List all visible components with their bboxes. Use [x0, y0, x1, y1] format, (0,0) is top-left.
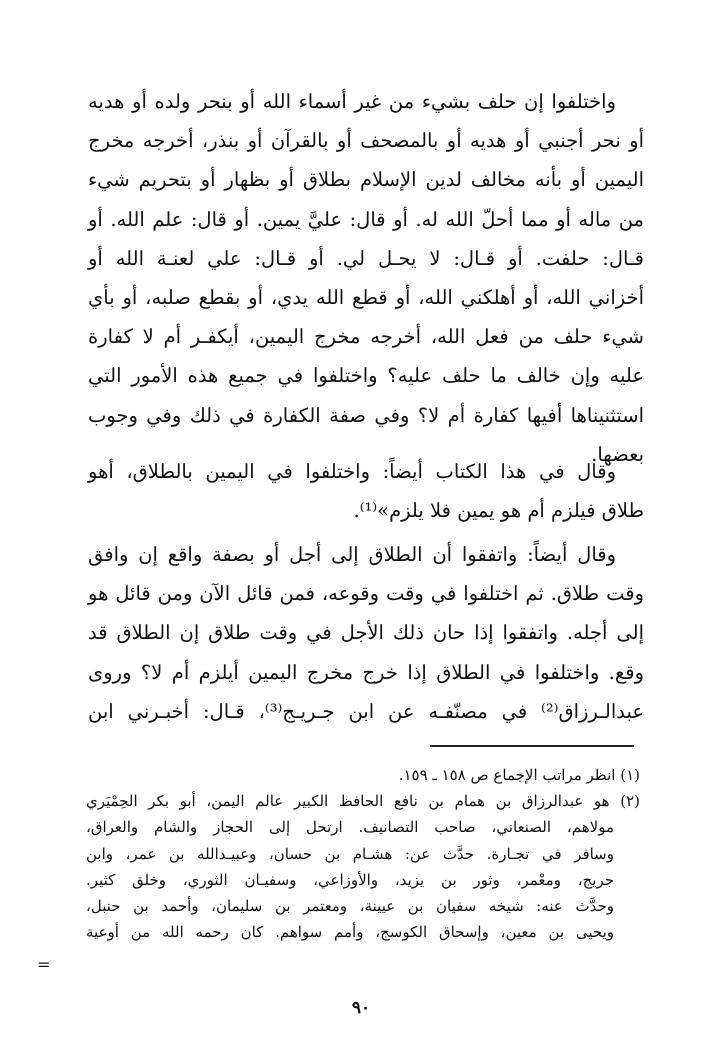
- footnote-line: وحدَّث عنه: شيخه سفيان بن عيينة، ومعتمر بن سليمان، وأحمد بن حنبل،: [86, 897, 614, 916]
- text-line: وقال في هذا الكتاب أيضاً: واختلفوا في اليمين بالطلاق، أهو: [88, 460, 616, 483]
- footnote-2: [86, 788, 640, 945]
- text-line: واختلفوا إن حلف بشيء من غير أسماء الله أو بنحر ولده أو هديه: [88, 90, 616, 113]
- paragraph-2: [88, 452, 644, 530]
- text-line: من ماله أو مما أحلّ الله له. أو قال: عليَّ يمين. أو قال: علم الله. أو: [88, 207, 644, 231]
- text-line: إلى أجله. واتفقوا إذا حان ذلك الأجل في وقت طلاق إن الطلاق قد: [88, 621, 644, 645]
- text-line: اليمين أو بأنه مخالف لدين الإسلام بطلاق أو بظهار أو بتحريم شيء: [88, 168, 644, 192]
- text-line: وقت طلاق. ثم اختلفوا في وقت وقوعه، فمن قائل الآن ومن قائل هو: [88, 582, 644, 606]
- text-line: عليه وإن خالف ما حلف عليه؟ واختلفوا في جميع هذه الأمور التي: [88, 364, 644, 388]
- footnote-1: [86, 762, 640, 788]
- footnote-line: (٢) هو عبدالرزاق بن همام بن نافع الحافظ الكبير عالم اليمن، أبو بكر الحِمْيَري: [86, 792, 640, 811]
- paragraph-3: [88, 535, 644, 731]
- text-line: أخزاني الله، أو أهلكني الله، أو قطع الله يدي، أو بقطع صلبه، أو بأي: [88, 286, 644, 310]
- footnote-line: (١) انظر مراتب الإجماع ص ١٥٨ ـ ١٥٩.: [398, 766, 640, 784]
- text-line: وقع. واختلفوا في الطلاق إذا خرج مخرج اليمين أيلزم أم لا؟ وروى: [88, 660, 644, 684]
- continuation-mark: =: [37, 955, 51, 974]
- text-line: بعضها.: [591, 442, 644, 466]
- text-line: عبدالـرزاق⁽²⁾ في مصنّفـه عن ابن جـريـج⁽³⁾، قـال: أخبـرني ابن: [88, 699, 645, 723]
- text-line: استثنيناها أفيها كفارة أم لا؟ وفي صفة الكفارة في ذلك وفي وجوب: [88, 403, 644, 427]
- text-line: وقال أيضاً: واتفقوا أن الطلاق إلى أجل أو بصفة واقع إن وافق: [88, 543, 616, 566]
- text-line: طلاق فيلزم أم هو يمين فلا يلزم»⁽¹⁾.: [353, 499, 644, 523]
- text-line: أو نحر أجنبي أو هديه أو بالمصحف أو بالقرآن أو بنذر، أخرجه مخرج: [88, 129, 644, 153]
- footnote-line: ويحيى بن معين، وإسحاق الكوسج، وأمم سواهم. كان رحمه الله من أوعية: [86, 923, 614, 942]
- text-line: قـال: حلفت. أو قـال: لا يحـل لي. أو قـال: علي لعنـة الله أو: [88, 246, 644, 270]
- footnote-line: جريج، ومعْمر، وثور بن يزيد، والأوزاعي، وسفيـان الثوري، وخلق كثير.: [86, 870, 614, 889]
- paragraph-1: [88, 82, 644, 474]
- text-line: شيء حلف من فعل الله، أخرجه مخرج اليمين، أيكفـر أم لا كفارة: [88, 325, 644, 349]
- footnotes: [86, 762, 640, 945]
- footnote-separator: [430, 745, 634, 747]
- footnote-line: وسافر في تجـارة. حدَّث عن: هشـام بن حسان، وعبيـدالله بن عمر، وابن: [86, 844, 614, 863]
- footnote-line: مولاهم، الصنعاني، صاحب التصانيف. ارتحل إلى الحجاز والشام والعراق،: [86, 818, 614, 837]
- page-number: ٩٠: [351, 998, 371, 1018]
